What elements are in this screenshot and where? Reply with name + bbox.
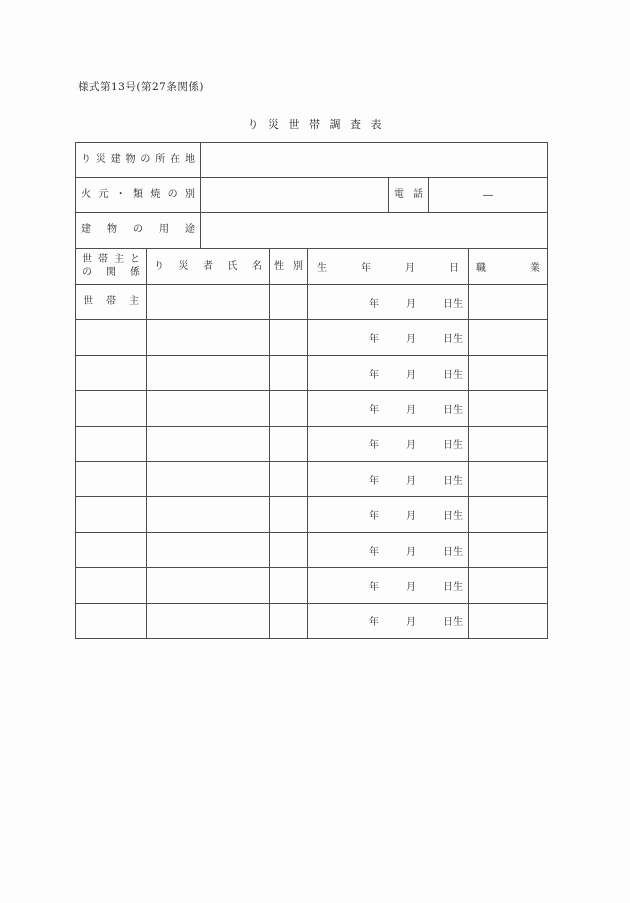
relationship-cell [76, 462, 147, 496]
month-label: 月 [405, 263, 415, 274]
year-label: 年 [369, 581, 379, 593]
birthdate-cell [308, 497, 469, 531]
sex-cell [270, 356, 308, 390]
building-location-label: り 災 建 物 の 所 在 地 [76, 143, 201, 177]
sex-cell [270, 462, 308, 496]
table-row [76, 427, 547, 462]
birthdate-header [308, 249, 469, 284]
building-use-row [76, 213, 547, 249]
victim-name-cell [147, 285, 270, 319]
relationship-cell: 世 帯 主 [76, 285, 147, 319]
month-label: 月 [406, 581, 416, 593]
birthdate-cell [308, 533, 469, 567]
month-label: 月 [406, 334, 416, 346]
occupation-cell [469, 604, 547, 638]
sex-cell [270, 604, 308, 638]
day-born-label: 日生 [443, 475, 463, 487]
building-location-row [76, 143, 547, 178]
day-born-label: 日生 [443, 546, 463, 558]
month-label: 月 [406, 546, 416, 558]
sex-cell [270, 568, 308, 602]
year-label: 年 [361, 263, 371, 274]
year-label: 年 [369, 334, 379, 346]
table-row [76, 356, 547, 391]
relationship-cell [76, 320, 147, 354]
birthdate-cell [308, 285, 469, 319]
victim-name-cell [147, 356, 270, 390]
relationship-header-line2: の 関 係 [82, 266, 140, 278]
occupation-cell [469, 391, 547, 425]
table-row [76, 285, 547, 320]
sex-cell [270, 427, 308, 461]
occupation-label-2: 業 [530, 263, 540, 274]
relationship-header-line1: 世帯主と [82, 254, 140, 265]
occupation-cell [469, 427, 547, 461]
birthdate-cell [308, 462, 469, 496]
fire-origin-row [76, 178, 547, 213]
phone-value: ― [483, 189, 493, 201]
occupation-cell [469, 320, 547, 354]
victim-name-header: り 災 者 氏 名 [147, 249, 270, 284]
survey-table [75, 142, 548, 639]
year-label: 年 [369, 511, 379, 523]
sex-cell [270, 320, 308, 354]
sex-cell [270, 533, 308, 567]
month-label: 月 [406, 475, 416, 487]
year-label: 年 [369, 404, 379, 416]
occupation-cell [469, 462, 547, 496]
victim-name-cell [147, 568, 270, 602]
building-use-label: 建 物 の 用 途 [76, 213, 201, 248]
birthdate-cell [308, 320, 469, 354]
occupation-cell [469, 568, 547, 602]
victim-name-cell [147, 604, 270, 638]
day-born-label: 日生 [443, 404, 463, 416]
month-label: 月 [406, 617, 416, 629]
month-label: 月 [406, 440, 416, 452]
building-use-value [201, 213, 547, 248]
fire-origin-label: 火 元 ・ 類 焼 の 別 [76, 178, 201, 212]
form-number: 様式第13号(第27条関係) [78, 81, 204, 93]
year-label: 年 [369, 475, 379, 487]
table-row [76, 462, 547, 497]
table-row [76, 320, 547, 355]
victim-name-cell [147, 533, 270, 567]
day-born-label: 日生 [443, 617, 463, 629]
table-header-row [76, 249, 547, 285]
birth-label: 生 [317, 263, 327, 274]
table-row [76, 533, 547, 568]
year-label: 年 [369, 440, 379, 452]
victim-name-cell [147, 320, 270, 354]
relationship-cell [76, 568, 147, 602]
year-label: 年 [369, 369, 379, 381]
birthdate-cell [308, 604, 469, 638]
month-label: 月 [406, 511, 416, 523]
table-row [76, 568, 547, 603]
relationship-cell [76, 533, 147, 567]
day-born-label: 日生 [443, 581, 463, 593]
victim-name-cell [147, 497, 270, 531]
phone-label: 電 話 [389, 178, 429, 212]
day-born-label: 日生 [443, 511, 463, 523]
month-label: 月 [406, 369, 416, 381]
fire-origin-value [201, 178, 389, 212]
year-label: 年 [369, 298, 379, 310]
day-born-label: 日生 [443, 334, 463, 346]
sex-cell [270, 285, 308, 319]
month-label: 月 [406, 298, 416, 310]
occupation-header [469, 249, 547, 284]
day-label: 日 [449, 263, 459, 274]
relationship-cell [76, 427, 147, 461]
table-row [76, 604, 547, 638]
occupation-cell [469, 285, 547, 319]
sex-cell [270, 497, 308, 531]
sex-cell [270, 391, 308, 425]
day-born-label: 日生 [443, 298, 463, 310]
relationship-cell [76, 497, 147, 531]
day-born-label: 日生 [443, 440, 463, 452]
occupation-cell [469, 497, 547, 531]
birthdate-cell [308, 568, 469, 602]
birthdate-cell [308, 427, 469, 461]
relationship-cell [76, 604, 147, 638]
occupation-cell [469, 533, 547, 567]
year-label: 年 [369, 546, 379, 558]
page-title: り 災 世 帯 調 査 表 [247, 118, 383, 131]
relationship-cell [76, 391, 147, 425]
day-born-label: 日生 [443, 369, 463, 381]
victim-name-cell [147, 427, 270, 461]
sex-header: 性 別 [270, 249, 308, 284]
relationship-cell [76, 356, 147, 390]
relationship-header [76, 249, 147, 284]
victim-name-cell [147, 462, 270, 496]
month-label: 月 [406, 404, 416, 416]
victim-name-cell [147, 391, 270, 425]
table-row [76, 497, 547, 532]
building-location-value [201, 143, 547, 177]
occupation-label-1: 職 [476, 263, 486, 274]
birthdate-cell [308, 356, 469, 390]
birthdate-cell [308, 391, 469, 425]
table-row [76, 391, 547, 426]
occupation-cell [469, 356, 547, 390]
year-label: 年 [369, 617, 379, 629]
